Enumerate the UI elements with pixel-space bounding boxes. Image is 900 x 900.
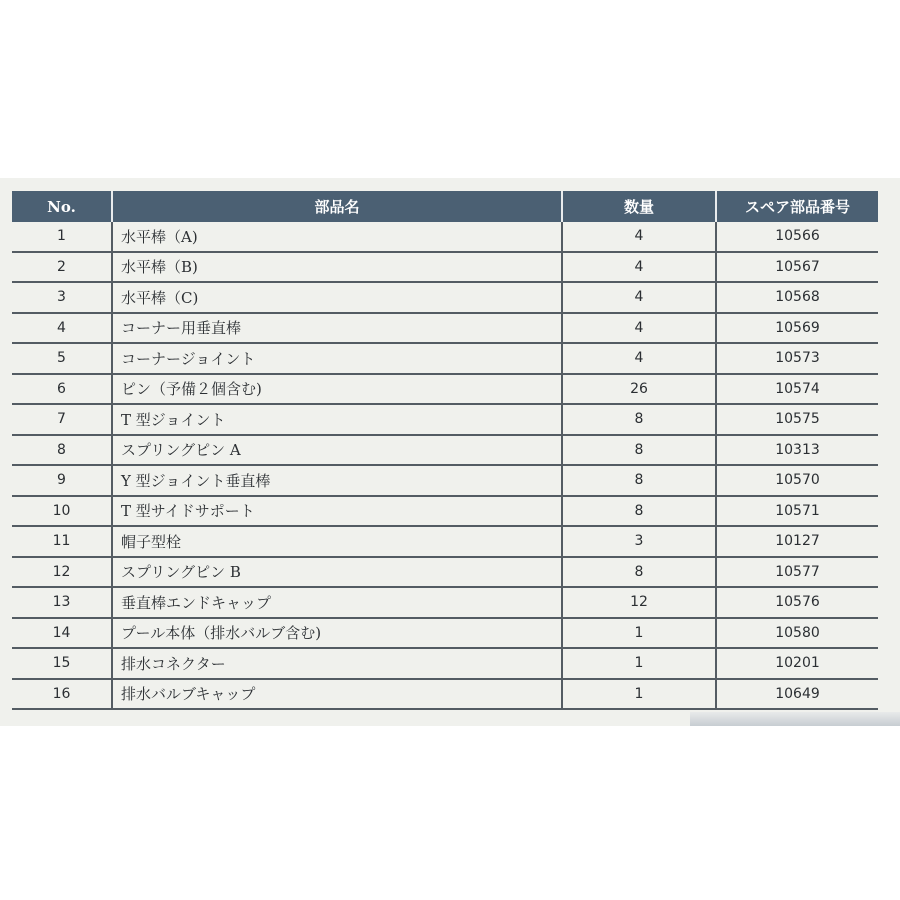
table-row bbox=[12, 404, 878, 435]
row-number-cell: 2 bbox=[12, 252, 112, 283]
part-name-cell: プール本体（排水バルブ含む) bbox=[112, 618, 562, 649]
table-body bbox=[12, 222, 878, 709]
quantity-cell: 8 bbox=[562, 557, 716, 588]
spare-part-number-cell: 10576 bbox=[716, 587, 878, 618]
spare-part-number-cell: 10580 bbox=[716, 618, 878, 649]
quantity-cell: 4 bbox=[562, 313, 716, 344]
parts-table bbox=[12, 191, 878, 710]
table-row bbox=[12, 343, 878, 374]
row-number-cell: 9 bbox=[12, 465, 112, 496]
part-name-cell: Y 型ジョイント垂直棒 bbox=[112, 465, 562, 496]
part-name-cell: コーナージョイント bbox=[112, 343, 562, 374]
row-number-cell: 5 bbox=[12, 343, 112, 374]
spare-part-number-cell: 10574 bbox=[716, 374, 878, 405]
table-row bbox=[12, 435, 878, 466]
table-row bbox=[12, 374, 878, 405]
quantity-cell: 8 bbox=[562, 465, 716, 496]
spare-part-number-cell: 10567 bbox=[716, 252, 878, 283]
table-row bbox=[12, 252, 878, 283]
quantity-cell: 12 bbox=[562, 587, 716, 618]
quantity-cell: 3 bbox=[562, 526, 716, 557]
table-row bbox=[12, 648, 878, 679]
table-header-row bbox=[12, 191, 878, 222]
part-name-cell: 水平棒（A) bbox=[112, 222, 562, 252]
table-row bbox=[12, 526, 878, 557]
table-row bbox=[12, 557, 878, 588]
table-row bbox=[12, 587, 878, 618]
row-number-cell: 3 bbox=[12, 282, 112, 313]
row-number-cell: 11 bbox=[12, 526, 112, 557]
spare-part-number-cell: 10571 bbox=[716, 496, 878, 527]
spare-part-number-cell: 10566 bbox=[716, 222, 878, 252]
quantity-cell: 8 bbox=[562, 404, 716, 435]
header-no: No. bbox=[12, 191, 112, 222]
spare-part-number-cell: 10575 bbox=[716, 404, 878, 435]
quantity-cell: 8 bbox=[562, 496, 716, 527]
quantity-cell: 4 bbox=[562, 343, 716, 374]
table-row bbox=[12, 222, 878, 252]
part-name-cell: コーナー用垂直棒 bbox=[112, 313, 562, 344]
part-name-cell: T 型ジョイント bbox=[112, 404, 562, 435]
page-edge-shadow bbox=[690, 712, 900, 726]
spare-part-number-cell: 10570 bbox=[716, 465, 878, 496]
header-spare-part-number: スペア部品番号 bbox=[716, 191, 878, 222]
row-number-cell: 1 bbox=[12, 222, 112, 252]
spare-part-number-cell: 10573 bbox=[716, 343, 878, 374]
header-quantity: 数量 bbox=[562, 191, 716, 222]
quantity-cell: 1 bbox=[562, 679, 716, 710]
quantity-cell: 4 bbox=[562, 282, 716, 313]
table-row bbox=[12, 465, 878, 496]
quantity-cell: 1 bbox=[562, 648, 716, 679]
part-name-cell: T 型サイドサポート bbox=[112, 496, 562, 527]
part-name-cell: スプリングピン A bbox=[112, 435, 562, 466]
part-name-cell: 水平棒（B) bbox=[112, 252, 562, 283]
part-name-cell: スプリングピン B bbox=[112, 557, 562, 588]
header-part-name: 部品名 bbox=[112, 191, 562, 222]
spare-part-number-cell: 10127 bbox=[716, 526, 878, 557]
row-number-cell: 8 bbox=[12, 435, 112, 466]
table-row bbox=[12, 679, 878, 710]
table-row bbox=[12, 313, 878, 344]
row-number-cell: 7 bbox=[12, 404, 112, 435]
spare-part-number-cell: 10568 bbox=[716, 282, 878, 313]
row-number-cell: 15 bbox=[12, 648, 112, 679]
table-row bbox=[12, 496, 878, 527]
part-name-cell: ピン（予備２個含む) bbox=[112, 374, 562, 405]
spare-part-number-cell: 10569 bbox=[716, 313, 878, 344]
part-name-cell: 排水コネクター bbox=[112, 648, 562, 679]
row-number-cell: 6 bbox=[12, 374, 112, 405]
row-number-cell: 14 bbox=[12, 618, 112, 649]
row-number-cell: 16 bbox=[12, 679, 112, 710]
row-number-cell: 10 bbox=[12, 496, 112, 527]
part-name-cell: 水平棒（C) bbox=[112, 282, 562, 313]
spare-part-number-cell: 10201 bbox=[716, 648, 878, 679]
part-name-cell: 帽子型栓 bbox=[112, 526, 562, 557]
spare-part-number-cell: 10313 bbox=[716, 435, 878, 466]
table-row bbox=[12, 282, 878, 313]
spare-part-number-cell: 10649 bbox=[716, 679, 878, 710]
row-number-cell: 13 bbox=[12, 587, 112, 618]
quantity-cell: 1 bbox=[562, 618, 716, 649]
quantity-cell: 4 bbox=[562, 252, 716, 283]
row-number-cell: 12 bbox=[12, 557, 112, 588]
quantity-cell: 8 bbox=[562, 435, 716, 466]
table-row bbox=[12, 618, 878, 649]
quantity-cell: 4 bbox=[562, 222, 716, 252]
quantity-cell: 26 bbox=[562, 374, 716, 405]
row-number-cell: 4 bbox=[12, 313, 112, 344]
part-name-cell: 排水バルブキャップ bbox=[112, 679, 562, 710]
part-name-cell: 垂直棒エンドキャップ bbox=[112, 587, 562, 618]
spare-part-number-cell: 10577 bbox=[716, 557, 878, 588]
